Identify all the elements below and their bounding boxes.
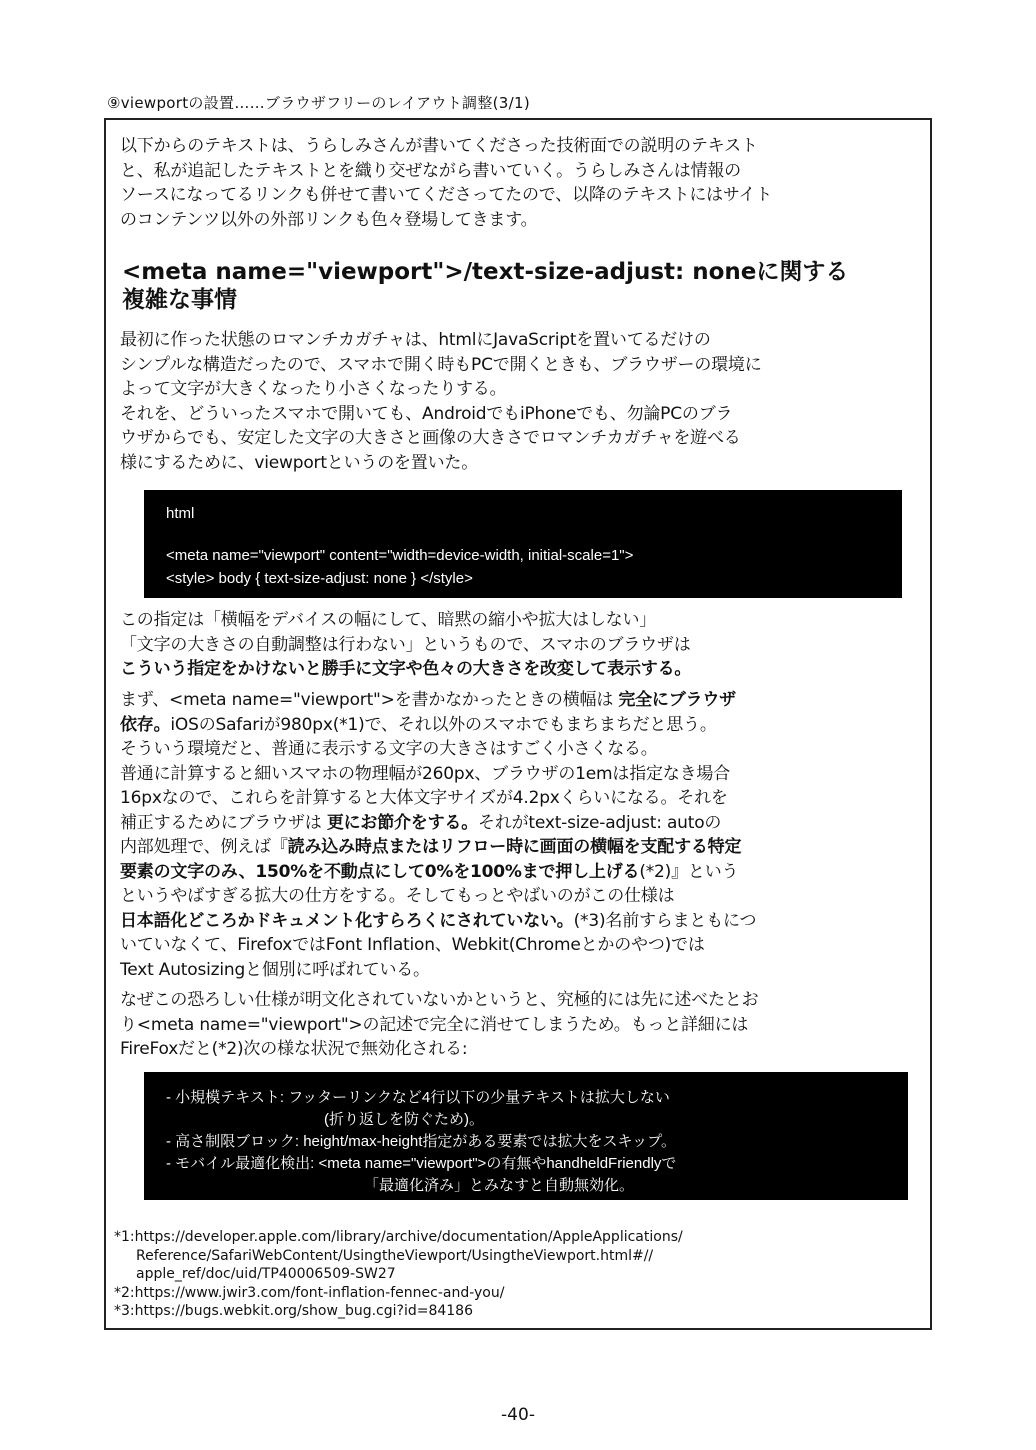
text-line	[120, 835, 756, 860]
text-line	[120, 860, 756, 885]
text-run-bold: 読み込み時点またはリフロー時に画面の横幅を支配する特定	[287, 837, 742, 857]
text-line: 最初に作った状態のロマンチカガチャは、htmlにJavaScriptを置いてるだけの	[120, 330, 711, 350]
heading-line: <meta name="viewport">/text-size-adjust: noneに関する	[122, 259, 849, 285]
text-line: シンプルな構造だったので、スマホで開く時もPCで開くときも、ブラウザーの環境に	[120, 354, 762, 375]
text-line: FireFoxだと(*2)次の様な状況で無効化される:	[120, 1039, 468, 1059]
code-line: (折り返しを防ぐため)。	[324, 1111, 484, 1128]
text-line	[120, 688, 756, 713]
code-block-html	[144, 490, 902, 598]
reference-link-cont[interactable]: Reference/SafariWebContent/UsingtheViewport/UsingtheViewport.html#//	[136, 1247, 654, 1264]
text-run: 補正するためにブラウザは	[120, 812, 327, 833]
text-run-bold: 更にお節介をする。	[326, 812, 479, 833]
text-line	[120, 909, 756, 934]
code-line: - モバイル最適化検出: <meta name="viewport">の有無やhandheldFriendlyで	[166, 1155, 677, 1172]
paragraph-1	[120, 328, 762, 475]
text-run-bold: 日本語化どころかドキュメント化すらろくにされていない。	[120, 910, 574, 931]
text-line: ソースになってるリンクも併せて書いてくださってたので、以降のテキストにはサイト	[120, 185, 773, 205]
page-header: ⑨viewportの設置……ブラウザフリーのレイアウト調整(3/1)	[107, 94, 530, 112]
text-line: いていなくて、FirefoxではFont Inflation、Webkit(Chromeとかのやつ)では	[120, 935, 705, 955]
text-run: それがtext-size-adjust: autoの	[478, 812, 722, 833]
text-run-bold: 依存。	[120, 714, 171, 735]
reference-link[interactable]: *1:https://developer.apple.com/library/archive/documentation/AppleApplications/	[114, 1229, 683, 1245]
text-run: iOSのSafariが980px(*1)で、それ以外のスマホでもまちまちだと思う。	[170, 714, 717, 735]
paragraph-3	[120, 688, 756, 982]
text-run: (*3)名前すらまともにつ	[573, 910, 757, 931]
text-line	[120, 811, 756, 836]
text-line	[120, 713, 756, 738]
reference-link[interactable]: *3:https://bugs.webkit.org/show_bug.cgi?id=84186	[114, 1303, 473, 1319]
code-line: - 小規模テキスト: フッターリンクなど4行以下の少量テキストは拡大しない	[166, 1089, 670, 1106]
code-line: <style> body { text-size-adjust: none } </style>	[166, 570, 473, 587]
heading-line: 複雑な事情	[122, 287, 237, 313]
references	[114, 1228, 683, 1321]
page-number: -40-	[501, 1405, 535, 1425]
paragraph-2	[120, 608, 691, 682]
text-line: 普通に計算すると細いスマホの物理幅が260px、ブラウザの1emは指定なき場合	[120, 763, 730, 784]
text-run: (*2)』という	[639, 861, 739, 882]
text-line: 「文字の大きさの自動調整は行わない」というもので、スマホのブラウザは	[120, 634, 691, 655]
code-line: 「最適化済み」とみなすと自動無効化。	[364, 1177, 635, 1194]
text-line-bold: こういう指定をかけないと勝手に文字や色々の大きさを改変して表示する。	[120, 659, 692, 679]
intro-paragraph	[120, 134, 772, 232]
text-run: 内部処理で、例えば『	[120, 837, 288, 857]
text-line: と、私が追記したテキストとを織り交ぜながら書いていく。うらしみさんは情報の	[120, 160, 741, 181]
section-heading	[122, 258, 848, 314]
reference-link-cont[interactable]: apple_ref/doc/uid/TP40006509-SW27	[136, 1266, 396, 1282]
text-line: よって文字が大きくなったり小さくなったりする。	[120, 379, 507, 399]
reference-link[interactable]: *2:https://www.jwir3.com/font-inflation-fennec-and-you/	[114, 1284, 505, 1301]
code-line: <meta name="viewport" content="width=device-width, initial-scale=1">	[166, 547, 634, 564]
text-line: なぜこの恐ろしい仕様が明文化されていないかというと、究極的には先に述べたとお	[120, 990, 759, 1010]
text-line: この指定は「横幅をデバイスの幅にして、暗黙の縮小や拡大はしない」	[120, 610, 657, 630]
text-line: それを、どういったスマホで開いても、AndroidでもiPhoneでも、勿論PCのブラ	[120, 403, 733, 424]
code-block-conditions	[144, 1072, 908, 1200]
text-run: まず、<meta name="viewport">を書かなかったときの横幅は	[120, 690, 619, 710]
text-line: 16pxなので、これらを計算すると大体文字サイズが4.2pxくらいになる。それを	[120, 788, 728, 808]
text-line: そういう環境だと、普通に表示する文字の大きさはすごく小さくなる。	[120, 739, 658, 759]
content-frame	[104, 118, 932, 1330]
paragraph-4	[120, 988, 758, 1062]
text-line: ウザからでも、安定した文字の大きさと画像の大きさでロマンチカガチャを遊べる	[120, 428, 741, 448]
code-label: html	[166, 505, 195, 522]
text-line: というやばすぎる拡大の仕方をする。そしてもっとやばいのがこの仕様は	[120, 886, 675, 906]
code-line: - 高さ制限ブロック: height/max-height指定がある要素では拡大をスキップ。	[166, 1133, 676, 1150]
text-line: のコンテンツ以外の外部リンクも色々登場してきます。	[120, 209, 538, 230]
text-line: 様にするために、viewportというのを置いた。	[120, 452, 478, 473]
text-run-bold: 完全にブラウザ	[618, 690, 736, 710]
text-line: り<meta name="viewport">の記述で完全に消せてしまうため。もっと詳細には	[120, 1014, 749, 1035]
text-run-bold: 要素の文字のみ、150%を不動点にして0%を100%まで押し上げる	[120, 861, 640, 882]
text-line: 以下からのテキストは、うらしみさんが書いてくださった技術面での説明のテキスト	[120, 136, 758, 156]
text-line: Text Autosizingと個別に呼ばれている。	[120, 959, 430, 980]
